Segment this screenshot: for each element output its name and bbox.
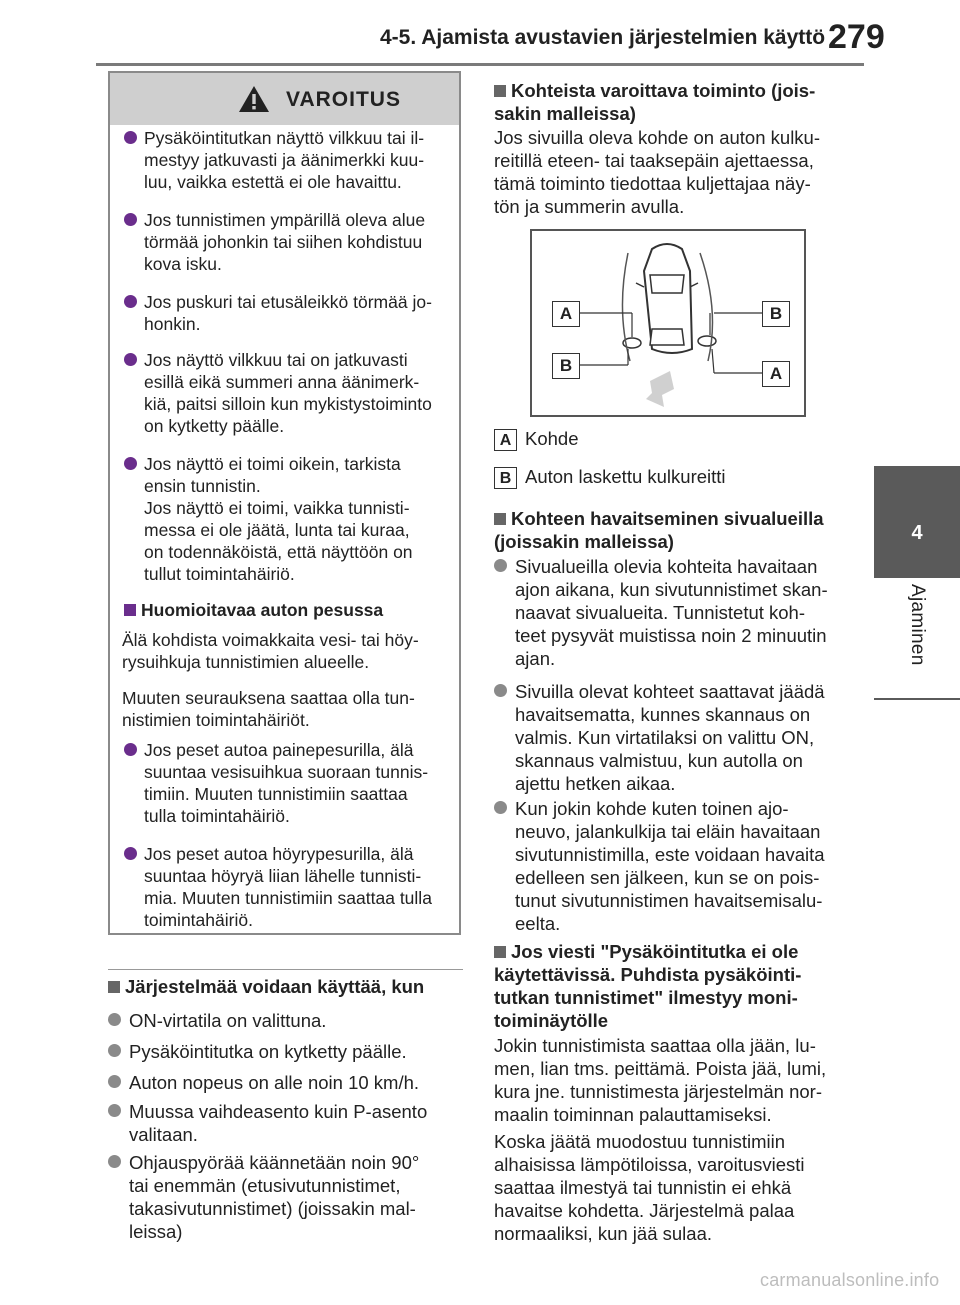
- bullet-dot: [124, 131, 137, 144]
- condition-item: Ohjauspyörää käännetään noin 90° tai enemmän (etusivutunnistimet, takasivutunnistimet) (joissakin mal- leissa): [108, 1151, 458, 1243]
- bullet-dot: [124, 457, 137, 470]
- sensor-diagram: [530, 229, 806, 417]
- wash-paragraph: Muuten seurauksena saattaa olla tun- nistimien toimintahäiriöt.: [122, 688, 415, 730]
- bullet-dot: [124, 353, 137, 366]
- warning-item: Jos tunnistimen ympärillä oleva alue törmää johonkin tai siihen kohdistuu kova isku.: [124, 209, 454, 275]
- condition-item: Pysäköintitutka on kytketty päälle.: [108, 1040, 458, 1063]
- label-a-left: A: [552, 301, 580, 327]
- chapter-label-box: [874, 578, 960, 698]
- wash-paragraph: Älä kohdista voimakkaita vesi- tai höy- rysuihkuja tunnistimien alueelle.: [122, 630, 419, 672]
- warning-item: Jos peset autoa höyrypesurilla, älä suuntaa höyryä liian lähelle tunnisti- mia. Muuten tunnistimiin saattaa tulla toimintahäiriö.: [124, 843, 454, 931]
- square-bullet-icon: [108, 981, 120, 993]
- heading-side-detection: Kohteen havaitseminen sivualueilla (joissakin malleissa): [494, 508, 824, 552]
- warning-box: [108, 71, 461, 935]
- bullet-dot: [124, 743, 137, 756]
- chapter-number: 4: [911, 522, 923, 544]
- bullet-dot: [494, 684, 507, 697]
- section-divider: [108, 969, 463, 970]
- bullet-dot: [124, 295, 137, 308]
- warning-triangle-icon: [238, 85, 270, 113]
- warning-header: [110, 73, 459, 125]
- warning-item: Jos näyttö vilkkuu tai on jatkuvasti esillä eikä summeri anna äänimerk- kiä, paitsi silloin kun mykistystoiminto on kytketty päälle.: [124, 349, 454, 437]
- bullet-dot: [108, 1013, 121, 1026]
- square-bullet-icon: [494, 946, 506, 958]
- warning-item: Jos puskuri tai etusäleikkö törmää jo- honkin.: [124, 291, 454, 335]
- bullet-dot: [108, 1155, 121, 1168]
- bullet-dot: [124, 213, 137, 226]
- legend-key: A: [494, 429, 517, 451]
- bullet-dot: [494, 801, 507, 814]
- conditions-heading: Järjestelmää voidaan käyttää, kun: [108, 976, 424, 998]
- warning-title: VAROITUS: [286, 88, 401, 111]
- side-detection-item: Sivuilla olevat kohteet saattavat jäädä havaitsematta, kunnes skannaus on valmis. Kun virtatilaksi on valittu ON, skannaus valmistuu, kun autolla on ajettu hetken aikaa.: [494, 680, 854, 795]
- heading-message: Jos viesti "Pysäköintitutka ei ole käytettävissä. Puhdista pysäköinti- tutkan tunnistimet" ilmestyy moni- toiminäytölle: [494, 941, 802, 1031]
- square-bullet-icon: [494, 513, 506, 525]
- square-bullet-icon: [124, 604, 136, 616]
- legend-row: B Auton laskettu kulkureitti: [494, 466, 726, 489]
- label-b-right: B: [762, 301, 790, 327]
- bullet-dot: [494, 559, 507, 572]
- side-detection-item: Sivualueilla olevia kohteita havaitaan ajon aikana, kun sivutunnistimet skan- naavat sivualueita. Tunnistetut koh- teet pysyvät muistissa noin 2 minuutin ajan.: [494, 555, 854, 670]
- paragraph: Koska jäätä muodostuu tunnistimiin alhaisissa lämpötiloissa, varoitusviesti saattaa ilmestyä tai tunnistin ei ehkä havaitse kohdetta. Järjestelmä palaa normaaliksi, kun jää sulaa.: [494, 1131, 805, 1244]
- condition-item: Muussa vaihdeasento kuin P-asento valitaan.: [108, 1100, 458, 1146]
- side-detection-item: Kun jokin kohde kuten toinen ajo- neuvo, jalankulkija tai eläin havaitaan sivutunnistimilla, este voidaan havaita edelleen sen jälkeen, kun se on pois- tunut sivutunnistimen havaitsemisalu- eelta.: [494, 797, 854, 935]
- section-title: 4-5. Ajamista avustavien järjestelmien käyttö: [380, 26, 826, 49]
- square-bullet-icon: [494, 85, 506, 97]
- bullet-dot: [108, 1104, 121, 1117]
- wash-heading: Huomioitavaa auton pesussa: [124, 599, 454, 621]
- condition-item: ON-virtatila on valittuna.: [108, 1009, 458, 1032]
- legend-row: A Kohde: [494, 428, 579, 451]
- label-b-left: B: [552, 353, 580, 379]
- watermark: carmanualsonline.info: [760, 1270, 940, 1290]
- warning-item: Jos peset autoa painepesurilla, älä suuntaa vesisuihkua suoraan tunnis- timiin. Muuten tunnistimiin saattaa tulla toimintahäiriö.: [124, 739, 454, 827]
- bullet-dot: [124, 847, 137, 860]
- legend-key: B: [494, 467, 517, 489]
- page-number: 279: [828, 18, 885, 56]
- paragraph: Jos sivuilla oleva kohde on auton kulku- reitillä eteen- tai taaksepäin ajettaessa, tämä toiminto tiedottaa kuljettajaa näy- tön ja summerin avulla.: [494, 127, 820, 217]
- bullet-dot: [108, 1075, 121, 1088]
- chapter-label: Ajaminen: [907, 584, 928, 666]
- warning-item: Pysäköintitutkan näyttö vilkkuu tai il- mestyy jatkuvasti ja äänimerkki kuu- luu, vaikka estettä ei ole havaittu.: [124, 127, 454, 193]
- bullet-dot: [108, 1044, 121, 1057]
- warning-item: Jos näyttö ei toimi oikein, tarkista ensin tunnistin. Jos näyttö ei toimi, vaikka tunnisti- messa ei ole jäätä, lunta tai kuraa, on todennäköistä, että näyttöön on tullut toimintahäiriö.: [124, 453, 454, 585]
- heading-cross-traffic: Kohteista varoittava toiminto (jois- sakin malleissa): [494, 80, 816, 124]
- header-rule: [96, 63, 864, 66]
- paragraph: Jokin tunnistimista saattaa olla jään, lu- men, lian tms. peittämä. Poista jää, lumi, kura jne. tunnistimesta järjestelmän nor- maalin toiminnan palauttamiseksi.: [494, 1035, 827, 1125]
- condition-item: Auton nopeus on alle noin 10 km/h.: [108, 1071, 458, 1094]
- label-a-right: A: [762, 361, 790, 387]
